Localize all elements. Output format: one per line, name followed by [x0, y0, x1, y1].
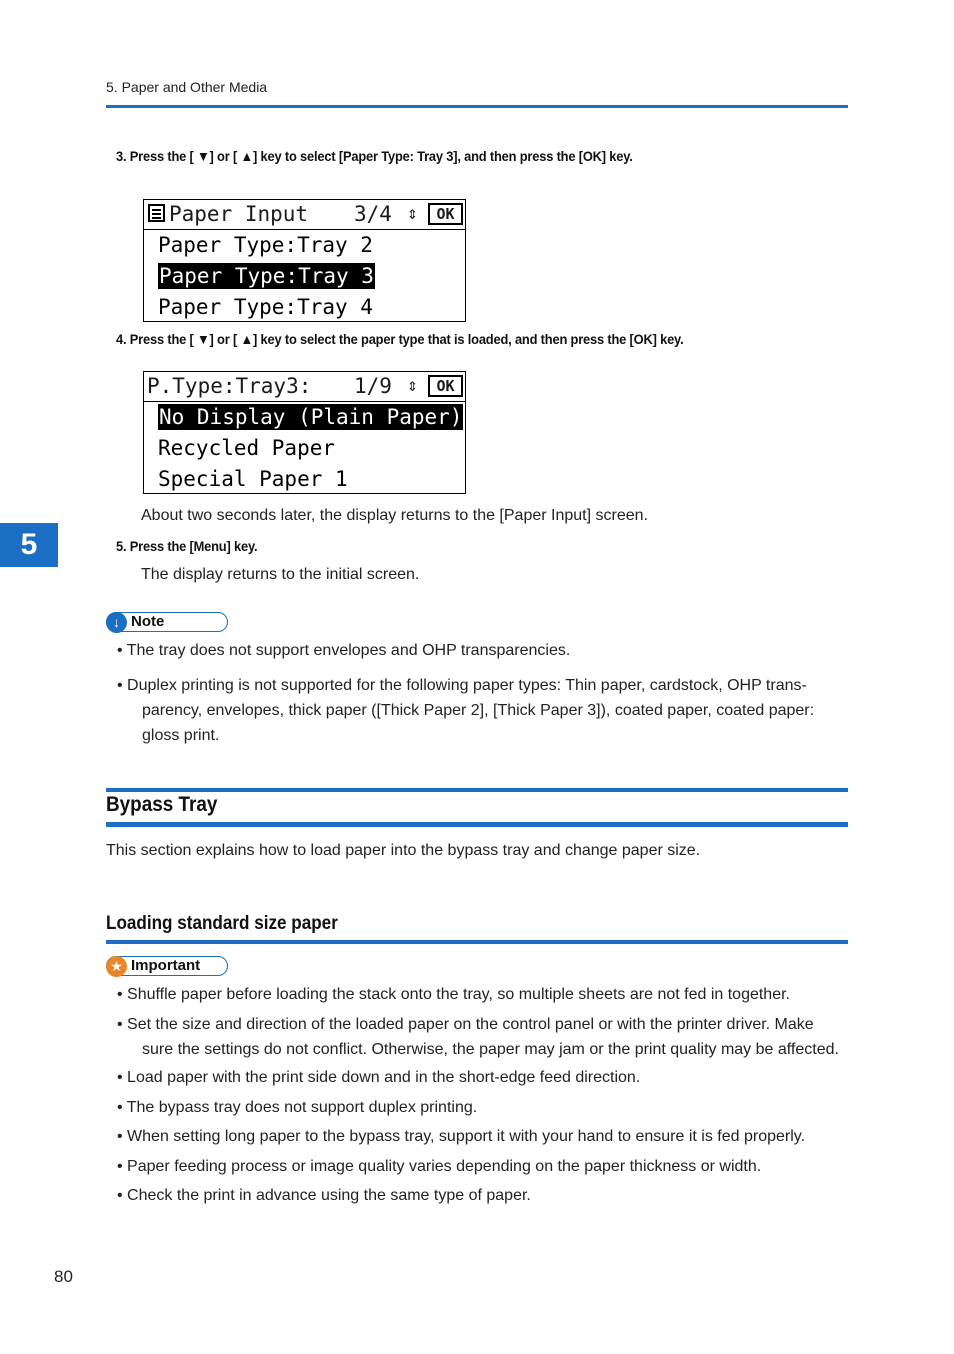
important-bullet-line: sure the settings do not conflict. Otherwise, the paper may jam or the print quality may be affected. [142, 1041, 839, 1058]
section-rule-bottom [106, 822, 848, 827]
important-bullet: • When setting long paper to the bypass tray, support it with your hand to ensure it is fed properly. [117, 1128, 806, 1145]
up-down-arrow-icon: ⇕ [407, 375, 418, 396]
important-bullet: • Paper feeding process or image quality varies depending on the paper thickness or width. [117, 1158, 762, 1175]
step-5-result: The display returns to the initial screen. [141, 566, 420, 583]
important-label: Important [131, 957, 201, 974]
lcd-line: Paper Type:Tray 2 [158, 233, 373, 257]
important-bullet: • Shuffle paper before loading the stack onto the tray, so multiple sheets are not fed in together. [117, 986, 790, 1003]
note-bullet: • The tray does not support envelopes and OHP transparencies. [117, 642, 571, 659]
lcd-display-paper-input [143, 199, 466, 322]
important-badge [106, 956, 228, 976]
lcd-line: Paper Type:Tray 4 [158, 295, 373, 319]
lcd-title: Paper Input [169, 202, 309, 226]
lcd-line-selected: Paper Type:Tray 3 [159, 264, 374, 288]
lcd-page-indicator: 3/4 [354, 202, 392, 226]
note-bullet-line: parency, envelopes, thick paper ([Thick Paper 2], [Thick Paper 3]), coated paper, coated paper: [142, 702, 815, 719]
note-bullet-line: • Duplex printing is not supported for the following paper types: Thin paper, cardstock, OHP trans- [117, 677, 807, 694]
step-5: 5. Press the [Menu] key. [116, 538, 258, 554]
important-bullet [117, 1012, 839, 1062]
section-rule-top [106, 788, 848, 792]
lcd-header [144, 372, 465, 402]
subsection-rule [106, 940, 848, 944]
menu-icon [148, 204, 165, 222]
lcd-page-indicator: 1/9 [354, 374, 392, 398]
ok-icon: OK [428, 375, 463, 397]
lcd-line: Special Paper 1 [158, 467, 348, 491]
down-arrow-icon: ↓ [106, 612, 127, 633]
note-label: Note [131, 613, 165, 630]
header-rule [106, 105, 848, 108]
ok-icon: OK [428, 203, 463, 225]
up-down-arrow-icon: ⇕ [407, 203, 418, 224]
note-bullet [117, 673, 814, 748]
important-bullet-line: • Set the size and direction of the loaded paper on the control panel or with the printer driver. Make [117, 1016, 814, 1033]
important-bullet: • The bypass tray does not support duplex printing. [117, 1099, 478, 1116]
important-bullet: • Check the print in advance using the same type of paper. [117, 1187, 531, 1204]
lcd-title: P.Type:Tray3: [147, 374, 312, 398]
note-badge [106, 612, 228, 632]
note-bullet-line: gloss print. [142, 727, 220, 744]
step-4: 4. Press the [ ▼] or [ ▲] key to select the paper type that is loaded, and then press the [OK] key. [116, 331, 684, 347]
subsection-heading: Loading standard size paper [106, 913, 338, 934]
running-header: 5. Paper and Other Media [106, 79, 268, 95]
section-heading: Bypass Tray [106, 793, 218, 816]
step-4-result: About two seconds later, the display returns to the [Paper Input] screen. [141, 507, 648, 524]
lcd-line: Recycled Paper [158, 436, 336, 460]
chapter-tab: 5 [0, 523, 58, 567]
star-icon: ★ [106, 956, 127, 977]
lcd-display-paper-type [143, 371, 466, 494]
section-intro: This section explains how to load paper into the bypass tray and change paper size. [106, 842, 701, 859]
step-3: 3. Press the [ ▼] or [ ▲] key to select [Paper Type: Tray 3], and then press the [OK] key. [116, 148, 633, 164]
page-number: 80 [54, 1267, 73, 1286]
lcd-line-selected: No Display (Plain Paper) [159, 405, 463, 429]
lcd-header [144, 200, 465, 230]
important-bullet: • Load paper with the print side down and in the short-edge feed direction. [117, 1069, 641, 1086]
